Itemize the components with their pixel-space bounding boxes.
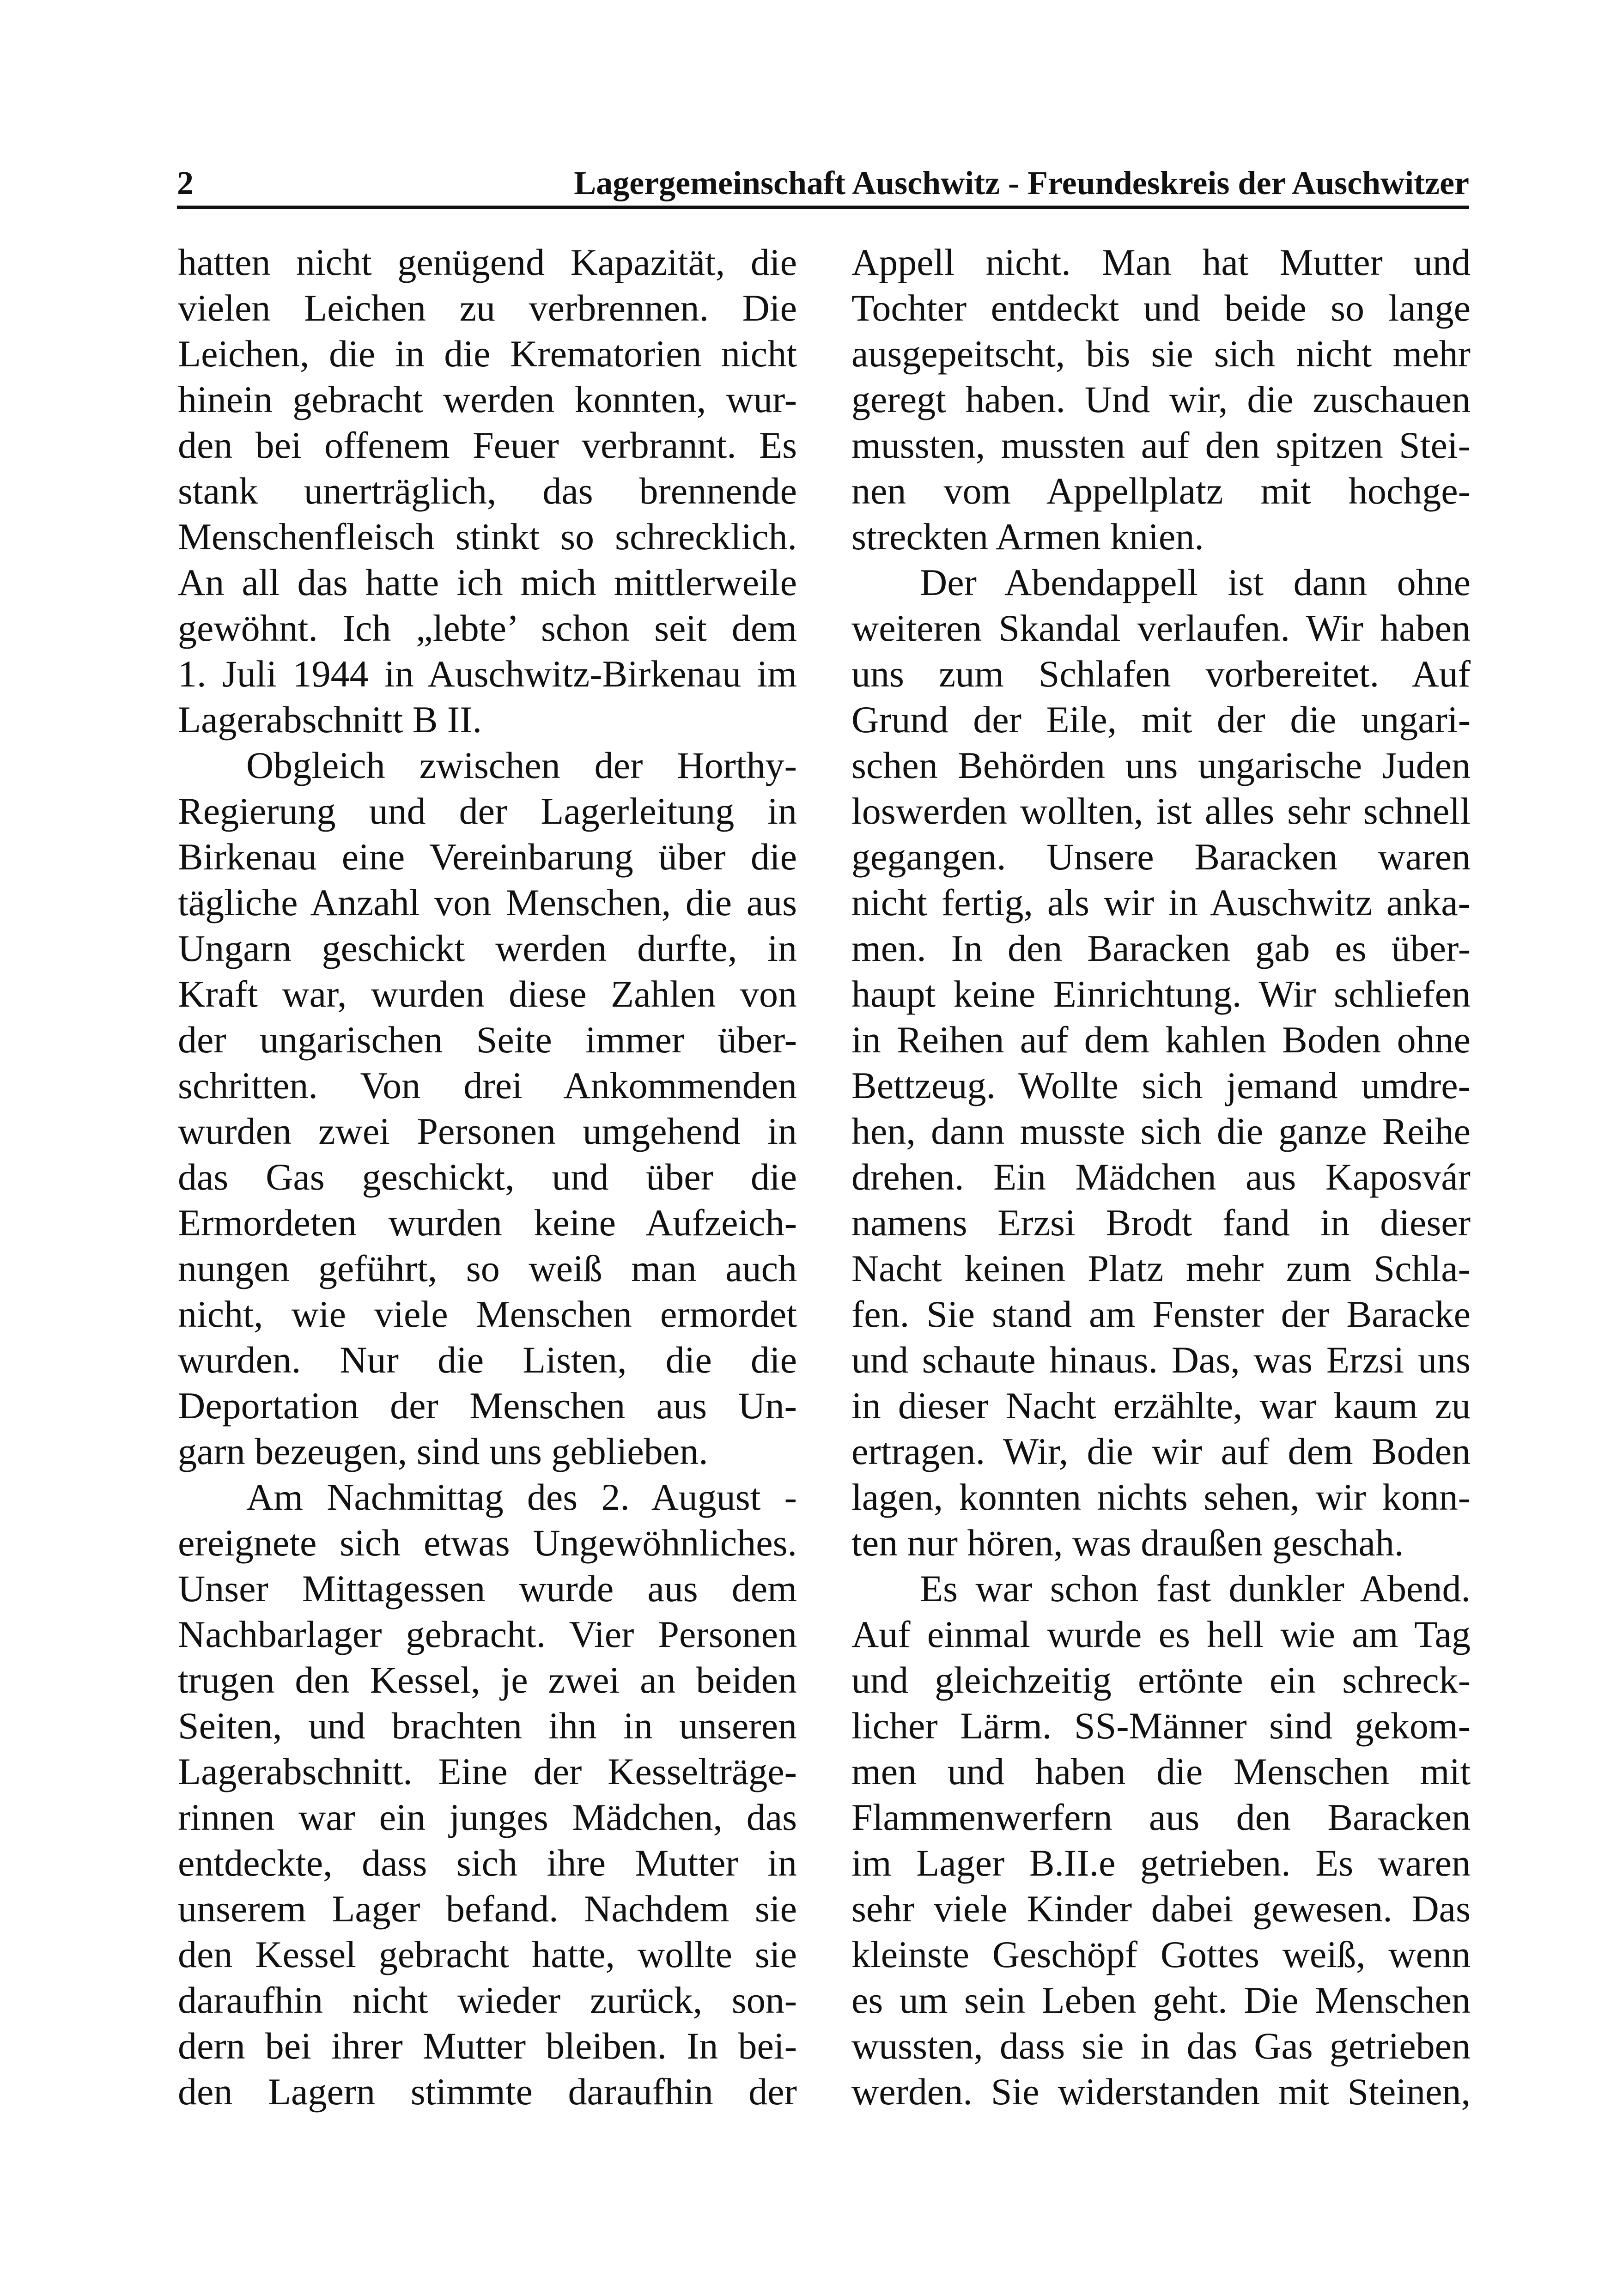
text-line: und gleichzeitig ertönte ein schreck- [851,1659,1471,1701]
right-column [851,239,1471,2114]
running-title: Lagergemeinschaft Auschwitz - Freundeskreis der Auschwitzer [574,164,1469,201]
text-line: haupt keine Einrichtung. Wir schliefen [851,973,1471,1015]
text-line: kleinste Geschöpf Gottes weiß, wenn [851,1933,1471,1975]
text-line: gegangen. Unsere Baracken waren [851,836,1471,878]
text-line: es um sein Leben geht. Die Menschen [851,1979,1471,2021]
text-line: trugen den Kessel, je zwei an beiden [178,1659,797,1701]
text-line: streckten Armen knien. [851,516,1204,558]
text-line: im Lager B.II.e getrieben. Es waren [851,1842,1471,1884]
text-line: in Reihen auf dem kahlen Boden ohne [851,1019,1471,1061]
text-line: Seiten, und brachten ihn in unseren [178,1705,797,1747]
text-line: ten nur hören, was draußen geschah. [851,1522,1404,1564]
text-line: ertragen. Wir, die wir auf dem Boden [851,1430,1471,1472]
text-line: namens Erzsi Brodt fand in dieser [851,1202,1471,1244]
text-line: Leichen, die in die Krematorien nicht [178,333,797,375]
text-line: Es war schon fast dunkler Abend. [920,1567,1471,1610]
page-number: 2 [177,164,194,201]
text-line: Flammenwerfern aus den Baracken [851,1796,1471,1838]
text-line: tägliche Anzahl von Menschen, die aus [178,881,797,923]
text-line: Ermordeten wurden keine Aufzeich- [178,1202,797,1244]
text-line: wussten, dass sie in das Gas getrieben [851,2025,1471,2067]
text-line: den Lagern stimmte daraufhin der [178,2071,797,2113]
text-line: der ungarischen Seite immer über- [178,1019,797,1061]
text-line: Lagerabschnitt B II. [178,699,482,741]
text-line: weiteren Skandal verlaufen. Wir haben [851,607,1471,649]
text-line: Auf einmal wurde es hell wie am Tag [851,1613,1471,1655]
text-line: nungen geführt, so weiß man auch [178,1247,797,1289]
text-line: Grund der Eile, mit der die ungari- [851,699,1471,741]
text-line: Unser Mittagessen wurde aus dem [178,1567,797,1610]
text-line: Deportation der Menschen aus Un- [178,1385,797,1427]
text-line: garn bezeugen, sind uns geblieben. [178,1430,708,1472]
left-column [178,239,797,2114]
text-line: schritten. Von drei Ankommenden [178,1064,797,1106]
text-line: Bettzeug. Wollte sich jemand umdre- [851,1064,1471,1106]
header-rule [177,206,1469,209]
text-line: men. In den Baracken gab es über- [851,927,1471,969]
text-line: Regierung und der Lagerleitung in [178,790,797,832]
text-line: Nacht keinen Platz mehr zum Schla- [851,1247,1471,1289]
text-line: und schaute hinaus. Das, was Erzsi uns [851,1339,1471,1381]
text-line: vielen Leichen zu verbrennen. Die [178,287,797,329]
text-line: licher Lärm. SS-Männer sind gekom- [851,1705,1471,1747]
text-line: entdeckte, dass sich ihre Mutter in [178,1842,797,1884]
text-line: Am Nachmittag des 2. August - [246,1476,797,1518]
text-line: geregt haben. Und wir, die zuschauen [851,378,1471,420]
text-line: Der Abendappell ist dann ohne [920,561,1471,603]
text-line: ereignete sich etwas Ungewöhnliches. [178,1522,797,1564]
text-line: lagen, konnten nichts sehen, wir konn- [851,1476,1471,1518]
text-line: sehr viele Kinder dabei gewesen. Das [851,1888,1471,1930]
text-line: Ungarn geschickt werden durfte, in [178,927,797,969]
text-line: den bei offenem Feuer verbrannt. Es [178,424,797,466]
text-line: loswerden wollten, ist alles sehr schnell [851,790,1471,832]
text-line: nen vom Appellplatz mit hochge- [851,470,1471,512]
text-line: das Gas geschickt, und über die [178,1156,797,1198]
text-line: An all das hatte ich mich mittlerweile [178,561,797,603]
text-line: unserem Lager befand. Nachdem sie [178,1888,797,1930]
text-line: Obgleich zwischen der Horthy- [246,744,797,786]
text-line: ausgepeitscht, bis sie sich nicht mehr [851,333,1471,375]
text-line: den Kessel gebracht hatte, wollte sie [178,1933,797,1975]
text-line: stank unerträglich, das brennende [178,470,797,512]
text-line: wurden. Nur die Listen, die die [178,1339,797,1381]
text-line: fen. Sie stand am Fenster der Baracke [851,1293,1471,1335]
text-line: Birkenau eine Vereinbarung über die [178,836,797,878]
text-line: rinnen war ein junges Mädchen, das [178,1796,797,1838]
text-line: schen Behörden uns ungarische Juden [851,744,1471,786]
text-line: hinein gebracht werden konnten, wur- [178,378,797,420]
text-line: werden. Sie widerstanden mit Steinen, [851,2071,1471,2113]
text-line: wurden zwei Personen umgehend in [178,1110,797,1152]
text-line: gewöhnt. Ich „lebte’ schon seit dem [178,607,797,649]
text-line: nicht fertig, als wir in Auschwitz anka- [851,881,1471,923]
text-line: nicht, wie viele Menschen ermordet [178,1293,797,1335]
text-line: in dieser Nacht erzählte, war kaum zu [851,1385,1471,1427]
text-line: hen, dann musste sich die ganze Reihe [851,1110,1471,1152]
text-line: Menschenfleisch stinkt so schrecklich. [178,516,797,558]
text-line: Lagerabschnitt. Eine der Kesselträge- [178,1750,797,1792]
text-line: drehen. Ein Mädchen aus Kaposvár [851,1156,1471,1198]
page-header [177,159,1469,210]
text-line: Appell nicht. Man hat Mutter und [851,241,1471,283]
text-line: hatten nicht genügend Kapazität, die [178,241,797,283]
text-line: Kraft war, wurden diese Zahlen von [178,973,797,1015]
text-line: men und haben die Menschen mit [851,1750,1471,1792]
text-line: Tochter entdeckt und beide so lange [851,287,1471,329]
text-line: uns zum Schlafen vorbereitet. Auf [851,653,1471,695]
text-line: Nachbarlager gebracht. Vier Personen [178,1613,797,1655]
text-line: mussten, mussten auf den spitzen Stei- [851,424,1471,466]
text-line: 1. Juli 1944 in Auschwitz-Birkenau im [178,653,797,695]
text-line: daraufhin nicht wieder zurück, son- [178,1979,797,2021]
text-line: dern bei ihrer Mutter bleiben. In bei- [178,2025,797,2067]
